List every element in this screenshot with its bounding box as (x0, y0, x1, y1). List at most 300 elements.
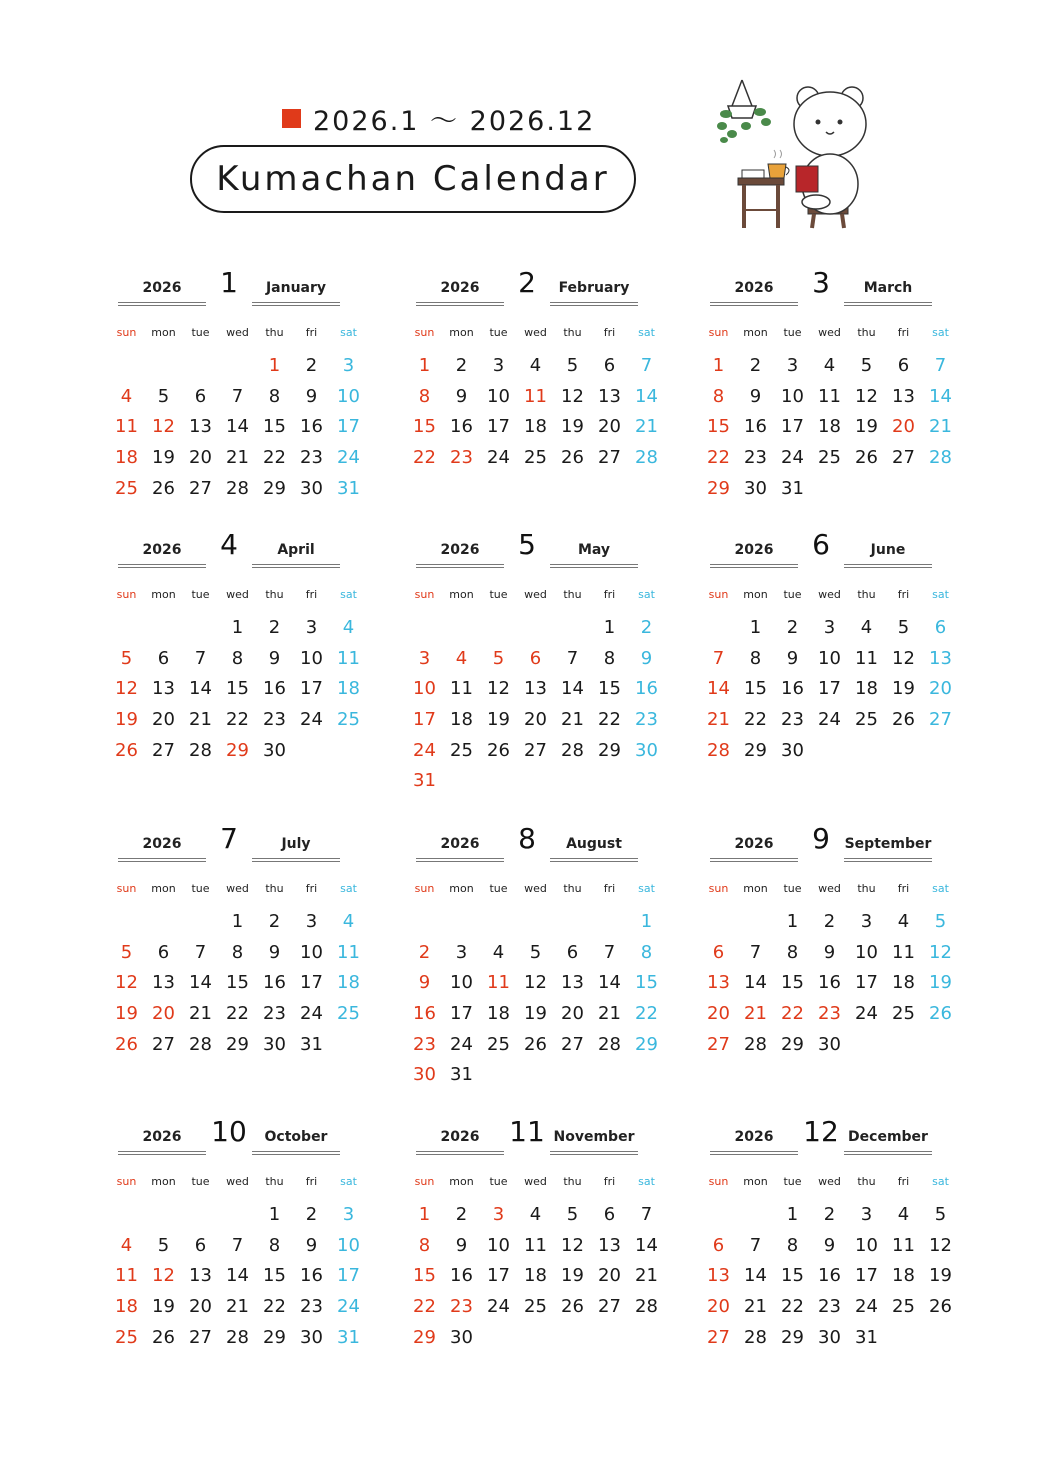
day-cell: 16 (300, 416, 323, 438)
day-cell: 28 (744, 1326, 767, 1348)
day-cell: 26 (115, 739, 138, 761)
day-cell: 4 (492, 941, 505, 963)
day-cell: 18 (487, 1002, 510, 1024)
weekday-label: wed (818, 326, 841, 339)
day-cell: 19 (929, 972, 952, 994)
weekday-label: wed (818, 588, 841, 601)
day-cell: 17 (855, 1265, 878, 1287)
day-cell: 31 (413, 770, 436, 792)
weekday-label: thu (857, 1175, 876, 1188)
weekday-label: thu (563, 1175, 582, 1188)
day-cell: 25 (524, 1295, 547, 1317)
day-cell: 18 (337, 678, 360, 700)
day-cell: 1 (231, 910, 244, 932)
day-cell: 16 (450, 1265, 473, 1287)
day-cell: 29 (226, 1033, 249, 1055)
weekday-label: sat (932, 326, 949, 339)
weekday-label: thu (857, 882, 876, 895)
day-cell: 14 (635, 385, 658, 407)
day-cell: 5 (120, 941, 133, 963)
day-cell: 11 (487, 972, 510, 994)
calendar-title: Kumachan Calendar (190, 145, 636, 213)
day-cell: 12 (561, 1234, 584, 1256)
weekday-label: tue (489, 1175, 508, 1188)
day-cell: 17 (337, 416, 360, 438)
week-row (406, 1059, 676, 1090)
week-row (700, 906, 970, 937)
day-cell: 9 (823, 941, 836, 963)
weekday-label: sun (414, 326, 435, 339)
day-cell: 28 (189, 1033, 212, 1055)
day-cell: 12 (152, 1265, 175, 1287)
weekday-label: thu (265, 588, 284, 601)
day-cell: 6 (897, 354, 910, 376)
day-cell: 22 (598, 708, 621, 730)
day-cell: 14 (744, 972, 767, 994)
day-cell: 5 (157, 385, 170, 407)
day-cell: 8 (749, 647, 762, 669)
day-cell: 13 (707, 1265, 730, 1287)
day-cell: 2 (786, 616, 799, 638)
day-cell: 25 (818, 446, 841, 468)
day-cell: 2 (305, 354, 318, 376)
day-cell: 28 (635, 1295, 658, 1317)
month-name: February (558, 280, 630, 296)
weekday-label: mon (449, 882, 474, 895)
day-cell: 1 (268, 1203, 281, 1225)
day-cell: 2 (418, 941, 431, 963)
day-cell: 25 (892, 1002, 915, 1024)
week-row (108, 442, 378, 473)
weekday-label: tue (783, 882, 802, 895)
weekday-label: mon (743, 326, 768, 339)
header-rule (710, 302, 798, 306)
month-number: 6 (812, 528, 830, 561)
day-cell: 16 (818, 972, 841, 994)
day-cell: 21 (226, 446, 249, 468)
day-cell: 25 (337, 708, 360, 730)
week-row (406, 411, 676, 442)
weekday-label: tue (783, 326, 802, 339)
day-cell: 22 (781, 1002, 804, 1024)
day-cell: 21 (226, 1295, 249, 1317)
day-grid (406, 612, 676, 796)
day-grid (108, 612, 378, 765)
weekday-header (700, 326, 970, 339)
weekday-label: thu (563, 588, 582, 601)
weekday-header (700, 588, 970, 601)
day-grid (700, 1199, 970, 1352)
day-cell: 20 (929, 678, 952, 700)
day-cell: 3 (823, 616, 836, 638)
day-cell: 26 (855, 446, 878, 468)
weekday-label: sat (638, 1175, 655, 1188)
weekday-label: fri (897, 588, 910, 601)
weekday-label: sat (340, 588, 357, 601)
month-name: May (577, 542, 611, 558)
day-cell: 28 (929, 446, 952, 468)
day-cell: 23 (781, 708, 804, 730)
week-row (108, 350, 378, 381)
day-grid (108, 350, 378, 503)
day-cell: 22 (744, 708, 767, 730)
day-cell: 22 (413, 1295, 436, 1317)
week-row (406, 442, 676, 473)
day-cell: 16 (300, 1265, 323, 1287)
day-cell: 10 (300, 647, 323, 669)
day-cell: 17 (818, 678, 841, 700)
month-year: 2026 (142, 1129, 182, 1145)
day-cell: 12 (152, 416, 175, 438)
day-cell: 12 (892, 647, 915, 669)
day-cell: 5 (157, 1234, 170, 1256)
day-cell: 11 (450, 678, 473, 700)
day-cell: 11 (524, 1234, 547, 1256)
day-cell: 7 (712, 647, 725, 669)
day-cell: 17 (487, 416, 510, 438)
day-cell: 2 (823, 1203, 836, 1225)
day-cell: 23 (818, 1002, 841, 1024)
weekday-label: sat (932, 1175, 949, 1188)
day-cell: 25 (115, 1326, 138, 1348)
day-cell: 6 (157, 941, 170, 963)
day-cell: 4 (455, 647, 468, 669)
weekday-label: fri (603, 326, 616, 339)
day-cell: 14 (635, 1234, 658, 1256)
week-row (406, 1029, 676, 1060)
weekday-label: sat (638, 882, 655, 895)
day-cell: 15 (598, 678, 621, 700)
day-cell: 20 (524, 708, 547, 730)
day-cell: 27 (189, 477, 212, 499)
day-cell: 14 (598, 972, 621, 994)
day-cell: 9 (640, 647, 653, 669)
week-row (108, 937, 378, 968)
month-name: March (863, 280, 913, 296)
week-row (406, 381, 676, 412)
day-cell: 6 (566, 941, 579, 963)
month-number: 12 (803, 1115, 839, 1148)
week-row (406, 673, 676, 704)
weekday-label: sun (414, 882, 435, 895)
day-cell: 17 (300, 678, 323, 700)
day-cell: 4 (342, 910, 355, 932)
day-cell: 14 (226, 1265, 249, 1287)
month-number: 8 (518, 822, 536, 855)
day-cell: 18 (524, 1265, 547, 1287)
day-cell: 28 (226, 477, 249, 499)
date-range (282, 98, 595, 138)
month-header (700, 528, 970, 578)
week-row (700, 411, 970, 442)
day-cell: 14 (707, 678, 730, 700)
weekday-label: tue (783, 1175, 802, 1188)
week-row (406, 937, 676, 968)
day-cell: 21 (929, 416, 952, 438)
week-row (700, 1199, 970, 1230)
weekday-label: fri (897, 882, 910, 895)
day-cell: 30 (818, 1326, 841, 1348)
month-year: 2026 (734, 836, 774, 852)
day-cell: 13 (707, 972, 730, 994)
day-cell: 19 (561, 416, 584, 438)
month-header (108, 266, 378, 316)
day-cell: 24 (855, 1295, 878, 1317)
day-cell: 2 (268, 910, 281, 932)
weekday-label: sat (340, 882, 357, 895)
day-cell: 15 (413, 416, 436, 438)
day-cell: 8 (640, 941, 653, 963)
day-cell: 1 (786, 1203, 799, 1225)
day-cell: 6 (603, 354, 616, 376)
week-row (700, 937, 970, 968)
month-name: July (281, 836, 311, 852)
day-cell: 20 (707, 1295, 730, 1317)
month-september (700, 822, 970, 1112)
weekday-header (406, 1175, 676, 1188)
day-cell: 8 (231, 647, 244, 669)
header-rule (550, 1151, 638, 1155)
day-cell: 11 (337, 941, 360, 963)
day-cell: 29 (744, 739, 767, 761)
day-cell: 16 (635, 678, 658, 700)
day-cell: 8 (786, 1234, 799, 1256)
day-cell: 2 (749, 354, 762, 376)
day-cell: 13 (152, 678, 175, 700)
day-cell: 2 (455, 1203, 468, 1225)
day-cell: 13 (892, 385, 915, 407)
month-year: 2026 (734, 280, 774, 296)
day-cell: 2 (640, 616, 653, 638)
month-july (108, 822, 378, 1112)
weekday-label: tue (191, 588, 210, 601)
day-cell: 3 (305, 616, 318, 638)
day-cell: 13 (598, 385, 621, 407)
day-cell: 5 (934, 910, 947, 932)
day-cell: 24 (413, 739, 436, 761)
month-year: 2026 (734, 1129, 774, 1145)
day-cell: 11 (337, 647, 360, 669)
month-name: August (566, 836, 622, 852)
day-cell: 26 (487, 739, 510, 761)
week-row (108, 1260, 378, 1291)
day-cell: 28 (744, 1033, 767, 1055)
week-row (406, 906, 676, 937)
day-cell: 29 (707, 477, 730, 499)
day-cell: 23 (450, 446, 473, 468)
month-header (406, 528, 676, 578)
day-cell: 19 (115, 1002, 138, 1024)
day-cell: 8 (712, 385, 725, 407)
week-row (406, 704, 676, 735)
day-cell: 20 (707, 1002, 730, 1024)
day-cell: 19 (152, 446, 175, 468)
month-number: 5 (518, 528, 536, 561)
month-name: October (264, 1129, 328, 1145)
day-cell: 23 (744, 446, 767, 468)
day-cell: 28 (707, 739, 730, 761)
weekday-label: mon (151, 1175, 176, 1188)
weekday-header (108, 588, 378, 601)
day-cell: 10 (337, 1234, 360, 1256)
day-cell: 21 (189, 708, 212, 730)
weekday-label: sun (708, 882, 729, 895)
day-cell: 22 (226, 708, 249, 730)
day-cell: 5 (897, 616, 910, 638)
day-cell: 3 (786, 354, 799, 376)
month-october (108, 1115, 378, 1405)
day-cell: 13 (189, 416, 212, 438)
weekday-label: thu (563, 882, 582, 895)
weekday-label: wed (818, 1175, 841, 1188)
day-cell: 7 (603, 941, 616, 963)
weekday-label: sat (340, 326, 357, 339)
day-cell: 12 (487, 678, 510, 700)
week-row (108, 1322, 378, 1353)
month-march (700, 266, 970, 556)
weekday-label: fri (603, 882, 616, 895)
day-cell: 11 (855, 647, 878, 669)
day-cell: 21 (744, 1295, 767, 1317)
day-cell: 18 (337, 972, 360, 994)
weekday-label: fri (897, 326, 910, 339)
week-row (406, 1291, 676, 1322)
day-cell: 19 (892, 678, 915, 700)
day-cell: 24 (300, 708, 323, 730)
day-cell: 23 (413, 1033, 436, 1055)
week-row (406, 1322, 676, 1353)
day-cell: 12 (561, 385, 584, 407)
day-cell: 8 (268, 385, 281, 407)
day-cell: 16 (413, 1002, 436, 1024)
day-cell: 25 (487, 1033, 510, 1055)
day-cell: 26 (561, 446, 584, 468)
day-cell: 9 (305, 385, 318, 407)
month-number: 4 (220, 528, 238, 561)
weekday-label: wed (818, 882, 841, 895)
weekday-label: tue (783, 588, 802, 601)
day-grid (108, 1199, 378, 1352)
weekday-label: mon (743, 882, 768, 895)
week-row (108, 998, 378, 1029)
day-cell: 26 (561, 1295, 584, 1317)
day-cell: 5 (566, 1203, 579, 1225)
day-cell: 3 (860, 910, 873, 932)
day-cell: 14 (744, 1265, 767, 1287)
week-row (108, 735, 378, 766)
day-cell: 1 (418, 354, 431, 376)
header-rule (416, 1151, 504, 1155)
weekday-label: sat (932, 588, 949, 601)
day-cell: 1 (640, 910, 653, 932)
week-row (108, 1291, 378, 1322)
day-grid (406, 1199, 676, 1352)
day-cell: 30 (300, 1326, 323, 1348)
day-cell: 18 (892, 972, 915, 994)
header-rule (118, 858, 206, 862)
day-cell: 19 (115, 708, 138, 730)
day-cell: 26 (892, 708, 915, 730)
week-row (108, 1029, 378, 1060)
day-cell: 17 (450, 1002, 473, 1024)
week-row (700, 1260, 970, 1291)
day-cell: 13 (929, 647, 952, 669)
weekday-label: mon (449, 326, 474, 339)
day-cell: 26 (929, 1295, 952, 1317)
day-cell: 26 (152, 1326, 175, 1348)
week-row (108, 1199, 378, 1230)
day-cell: 27 (561, 1033, 584, 1055)
day-cell: 4 (342, 616, 355, 638)
weekday-header (108, 1175, 378, 1188)
month-august (406, 822, 676, 1112)
day-cell: 1 (268, 354, 281, 376)
day-cell: 1 (231, 616, 244, 638)
week-row (406, 612, 676, 643)
day-grid (108, 906, 378, 1059)
day-cell: 21 (189, 1002, 212, 1024)
weekday-label: tue (489, 326, 508, 339)
day-cell: 22 (226, 1002, 249, 1024)
weekday-label: fri (603, 1175, 616, 1188)
header-rule (252, 564, 340, 568)
day-cell: 6 (712, 1234, 725, 1256)
week-row (700, 998, 970, 1029)
day-grid (406, 350, 676, 473)
month-year: 2026 (142, 836, 182, 852)
day-cell: 7 (749, 941, 762, 963)
month-number: 11 (509, 1115, 545, 1148)
month-november (406, 1115, 676, 1405)
day-cell: 5 (529, 941, 542, 963)
day-cell: 15 (226, 678, 249, 700)
day-cell: 23 (263, 708, 286, 730)
weekday-label: tue (191, 882, 210, 895)
day-cell: 30 (263, 1033, 286, 1055)
day-cell: 10 (855, 941, 878, 963)
day-grid (700, 906, 970, 1059)
header-rule (252, 302, 340, 306)
month-name: November (553, 1129, 635, 1145)
bear-reading-illustration-icon (712, 78, 877, 238)
month-year: 2026 (440, 836, 480, 852)
day-cell: 5 (934, 1203, 947, 1225)
month-header (108, 1115, 378, 1165)
weekday-label: sun (116, 326, 137, 339)
weekday-label: wed (226, 326, 249, 339)
day-cell: 27 (892, 446, 915, 468)
day-cell: 2 (823, 910, 836, 932)
week-row (108, 473, 378, 504)
day-cell: 26 (152, 477, 175, 499)
day-cell: 26 (524, 1033, 547, 1055)
day-cell: 6 (157, 647, 170, 669)
day-cell: 20 (598, 416, 621, 438)
weekday-label: sat (638, 588, 655, 601)
month-year: 2026 (440, 280, 480, 296)
header-rule (550, 564, 638, 568)
day-cell: 27 (152, 1033, 175, 1055)
day-cell: 19 (524, 1002, 547, 1024)
weekday-label: tue (489, 588, 508, 601)
day-cell: 7 (566, 647, 579, 669)
day-cell: 5 (860, 354, 873, 376)
day-cell: 28 (635, 446, 658, 468)
day-cell: 7 (934, 354, 947, 376)
month-number: 10 (211, 1115, 247, 1148)
day-cell: 18 (115, 1295, 138, 1317)
day-cell: 11 (892, 1234, 915, 1256)
